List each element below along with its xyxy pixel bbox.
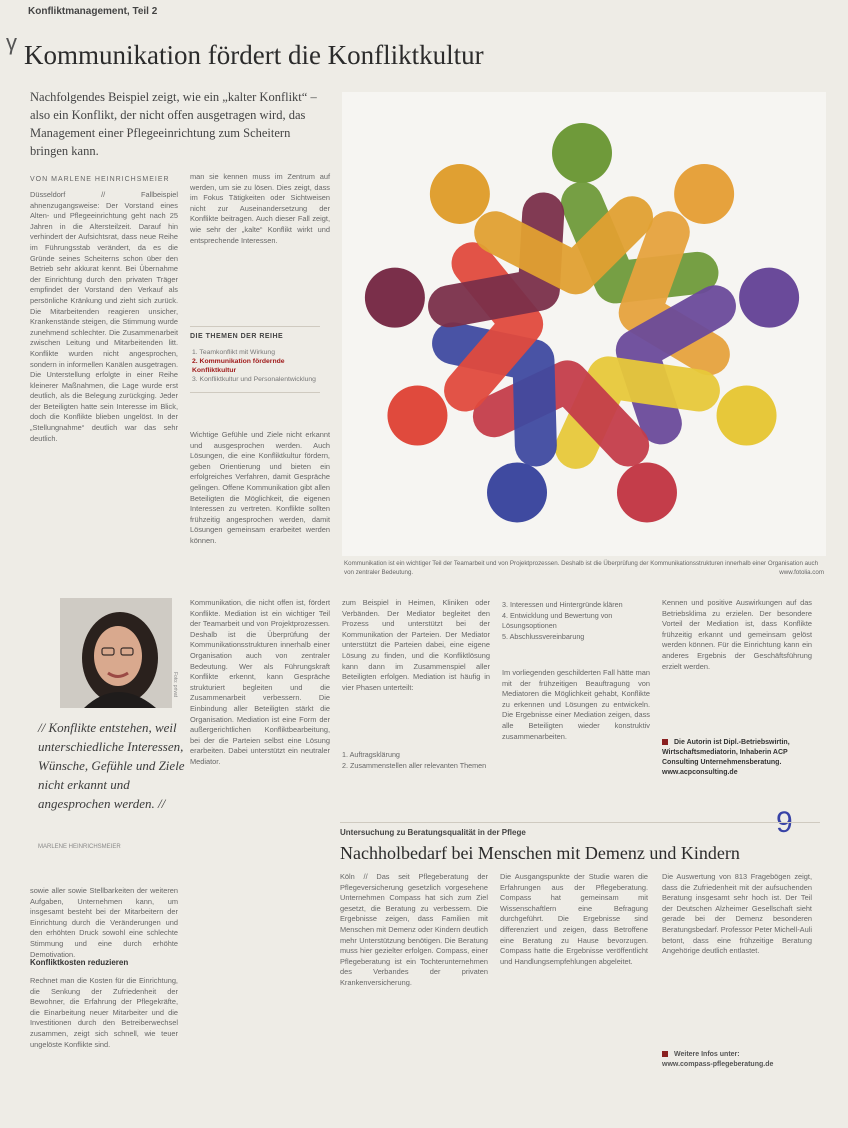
article2-kicker: Untersuchung zu Beratungsqualität in der Pflege [340,828,526,837]
pull-quote: // Konflikte entstehen, weil unterschiedliche Interessen, Wünsche, Gefühle und Ziele nicht erkannt und angesprochen werden. // [38,720,185,811]
person-head [717,386,777,446]
hero-caption [344,560,824,577]
phase-item: 3. Interessen und Hintergründe klären [502,600,623,609]
marker-square-icon [662,739,668,745]
article-column-1-bottom-2: Rechnet man die Kosten für die Einrichtung, die Senkung der Zufriedenheit der Bewohner, die Erfahrung der Pflegekräfte, die Einarbeitung neuer Mitarbeiter und die Investitionen durch den Betreiberwechsel zusammen, zeigt sich schnell, wie teuer ungelöste Konflikte sind. [30,976,178,1049]
author-info [662,738,812,778]
more-info [662,1050,812,1070]
person-head [739,268,799,328]
theme-item: 1. Teamkonflikt mit Wirkung [192,349,275,356]
subheading-costs: Konfliktkosten reduzieren [30,958,129,967]
article2-column-3: Die Auswertung von 813 Fragebögen zeigt, dass die Zufriedenheit mit der aufsuchenden Beratung insgesamt sehr hoch ist. Der Teil der Deutschen Alzheimer Gesellschaft sieht gerade bei der Demenz besonderen Beratungsbedarf. Professor Peter Michell-Auli betont, dass eine frühzeitige Beratung Angehörige deutlich entlastet. [662,872,812,956]
lead-paragraph: Nachfolgendes Beispiel zeigt, wie ein „kalter Konflikt“ – also ein Konflikt, der nicht offen ausgetragen wird, das Management einer Pflegeeinrichtung zum Scheitern bringen kann. [30,90,317,158]
people-circle-illustration [342,92,826,556]
article-column-2-top: man sie kennen muss im Zentrum auf werden, um sie zu lösen. Dies zeigt, dass im Fokus Tätigkeiten oder Sichtweisen nicht zur Auseinandersetzung der Konflikte beitragen. Auch dieser Fall zeigt, wie sehr der „kalte“ Konflikt wirkt und entsprechende Interessen. [190,172,330,245]
marker-square-icon [662,1051,668,1057]
more-info-url[interactable]: www.compass-pflegeberatung.de [662,1061,774,1068]
person-head [430,164,490,224]
article-column-2-mid: Wichtige Gefühle und Ziele nicht erkannt und ausgesprochen werden. Auch Lösungen, die eine Konfliktkultur fördern, geben Orientierung und bieten ein erfolgreiches Verfahren, damit Gespräche gelingen. Offene Kommunikation gibt allen Beteiligten die Möglichkeit, die eigenen Interessen zu vertreten. Konflikte sollten frühzeitig angesprochen werden, damit Lösungen gemeinsam erarbeitet werden können. [190,430,330,545]
page-number-handwritten: 9 [776,806,793,839]
article2-column-2: Die Ausgangspunkte der Studie waren die Erfahrungen aus der Pflegeberatung. Compass hat gemeinsam mit Wissenschaftlern eine Befragung durchgeführt. Die Ergebnisse sind differenziert und zeigen, dass Betroffene eine Beratung zu Hause bevorzugen. Compass hatte die Ergebnisse veröffentlicht und Handlungsempfehlungen abgeleitet. [500,872,648,966]
series-themes-box [190,326,320,393]
page-headline: Kommunikation fördert die Konfliktkultur [24,40,484,70]
article2-column-1: Köln // Das seit Pflegeberatung der Pflegeversicherung gesetzlich vorgesehene Unternehmen Compass hat sich zum Ziel gesetzt, die Beratung zu verbessern. Die Ergebnisse zeigen, dass Familien mit Menschen mit Demenz oder Kindern deutlich mehr Unterstützung benötigen. Die Beratung muss hier gezielter erfolgen. Compass, einer Pflegeberatung ist ein Tochterunternehmen des Verbandes der privaten Krankenversicherung. [340,872,488,987]
hero-credit: www.fotolia.com [779,568,824,576]
person-head [674,164,734,224]
divider [340,822,820,823]
person-head [387,386,447,446]
divider [190,326,320,327]
person-head [487,462,547,522]
article-column-1-bottom: sowie aller sowie Stellbarkeiten der weiteren Aufgaben, Unternehmen kann, um insgesamt besteht bei der Mitarbeitern der Einrichtung durch die Veränderungen und den erhöhten Druck sowohl eine schlechte Stimmung und eine durch erhöhte Demotivation. [30,886,178,959]
article-column-1: Düsseldorf // Fallbeispiel ahnenzugangsweise: Der Vorstand eines Alten- und Pflegeeinrichtung geht nach 25 Jahren in die Altersteilzeit. Darauf hin verhindert der Aufsichtsrat, dass neue Reihe im Führungsstab verändert, da es die Gründe seines Scheiterns schon über den Betrieb sehr akkurat kennt. Bei Übernahme der Einrichtung durch den privaten Träger empfindet der Vorstand den Verkauf als persönliche Kränkung und zieht sich zurück. Die Mitarbeitenden reagieren unsicher, Krankenstände steigen, die Stimmung wurde zunehmend schlechter. Die Zusammenarbeit zwischen Leitung und Mitarbeitenden litt. Konflikte wurden nicht angesprochen, sondern in informellen Kanälen ausgetragen. Die Unterstellung erfolgte in einer Reihe kleinerer Maßnahmen, die Lage wurde erst deutlich, als die Belegung zurückging. Jeder der Beteiligten hatte sein Interesse im Blick, doch die Konflikte blieben ungelöst. In der „Stellungnahme“ deutlich war das sehr deutlich. [30,190,178,443]
phase-list-b [502,600,650,642]
hero-illustration [342,92,826,556]
themes-title: DIE THEMEN DER REIHE [190,333,284,340]
more-info-label: Weitere Infos unter: [674,1051,740,1058]
byline: VON MARLENE HEINRICHSMEIER [30,176,170,183]
theme-item-active: 2. Kommunikation fördernde Konfliktkultur [192,358,285,374]
divider [190,392,320,393]
margin-scribble: γ [6,30,17,55]
article-column-5: Kennen und positive Auswirkungen auf das Betriebsklima zu erzielen. Der besondere Vorteil der Mediation ist, dass Konflikte frühzeitig erkannt und gemeinsam gelöst werden können. Für die Einrichtung kann ein anderes Ergebnis der Geschäftsführung erzielt werden. [662,598,812,671]
phase-item: 5. Abschlussvereinbarung [502,631,585,641]
person-head [365,268,425,328]
article2-headline: Nachholbedarf bei Menschen mit Demenz und Kindern [340,843,740,863]
photo-credit: Foto: privat [172,672,178,698]
author-photo [60,598,172,708]
theme-item: 3. Konfliktkultur und Personalentwicklung [192,376,316,383]
person-head [552,123,612,183]
hero-caption-text: Kommunikation ist ein wichtiger Teil der Teamarbeit und von Projektprozessen. Deshalb ist die Überprüfung der Kommunikationsstrukturen innerhalb einer Organisation auch von zentraler Bedeutung. [344,560,819,576]
phase-list-a [342,750,490,771]
article-column-4: Im vorliegenden geschilderten Fall hätte man mit der frühzeitigen Beauftragung von Mediatoren die Möglichkeit gehabt, Konflikte zu erkennen und Lösungen zu entwickeln. Die Ergebnisse einer Mediation zeigen, dass alle Beteiligten wieder konstruktiv zusammenarbeiten. [502,668,650,741]
person-body [495,217,632,273]
pull-quote-author: MARLENE HEINRICHSMEIER [38,844,121,850]
section-kicker: Konfliktmanagement, Teil 2 [28,6,158,17]
phase-item: 2. Zusammenstellen aller relevanten Themen [342,760,487,770]
article-column-3: zum Beispiel in Heimen, Kliniken oder Verbänden. Der Mediator begleitet den Prozess und unterstützt bei der Kommunikation der Parteien. Der Mediator unterstützt die Parteien dabei, eine eigene Lösung zu finden, und die Konfliktlösung kann dann im Zusammenspiel aller Beteiligten erfolgen. Mediation ist häufig in vier Phasen unterteilt: [342,598,490,692]
author-url[interactable]: www.acpconsulting.de [662,769,738,776]
person-head [617,462,677,522]
phase-item: 1. Auftragsklärung [342,750,400,759]
phase-item: 4. Entwicklung und Bewertung von Lösungsoptionen [502,610,613,630]
article-column-2-low: Kommunikation, die nicht offen ist, fördert Konflikte. Mediation ist ein wichtiger Teil der Teamarbeit und von Projektprozessen. Deshalb ist die Überprüfung der Kommunikationsstrukturen innerhalb einer Organisation auch von zentraler Bedeutung. Wer als Führungskraft Konflikte erkennt, kann Gespräche strukturiert begleiten und die Zusammenarbeit verbessern. Die Einbindung aller Beteiligten stärkt die Organisation. Mediation ist eine Form der außergerichtlichen Konfliktbearbeitung, bei der die Parteien selbst eine Lösung erarbeiten. Dabei unterstützt ein neutraler Mediator. [190,598,330,766]
author-bio: Die Autorin ist Dipl.-Betriebswirtin, Wirtschaftsmediatorin, Inhaberin ACP Consulting Unternehmensberatung. [662,739,790,766]
